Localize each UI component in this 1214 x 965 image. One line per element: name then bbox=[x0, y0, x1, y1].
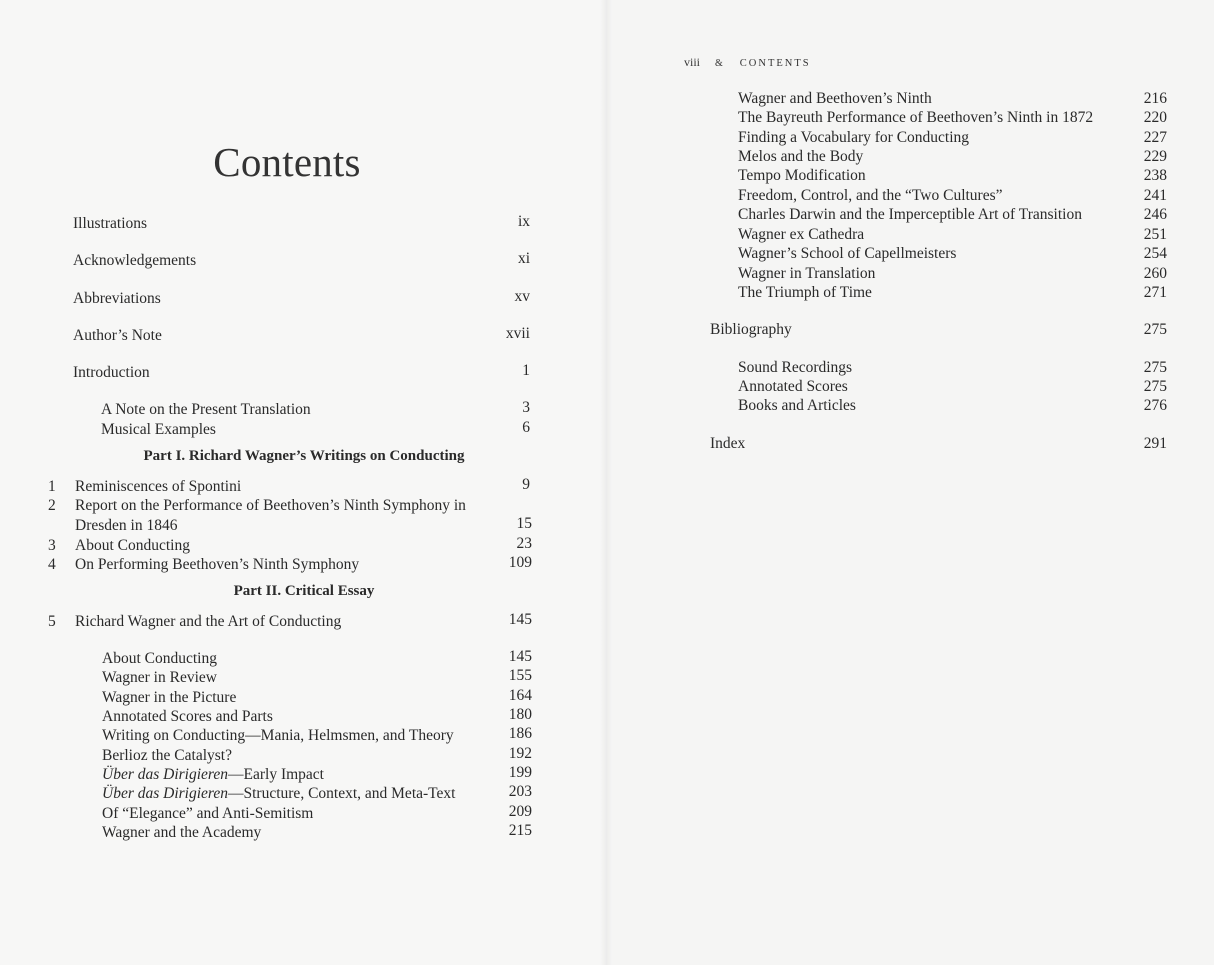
toc-subentry[interactable]: Charles Darwin and the Imperceptible Art of Transition bbox=[738, 206, 1082, 223]
toc-page: 23 bbox=[516, 535, 532, 552]
toc-page: 241 bbox=[1143, 187, 1167, 204]
toc-page: 145 bbox=[508, 648, 532, 665]
toc-subentry[interactable] bbox=[102, 765, 324, 785]
chapter-number: 1 bbox=[48, 478, 56, 495]
toc-page: 227 bbox=[1143, 129, 1167, 146]
toc-subentry[interactable]: Writing on Conducting—Mania, Helmsmen, and Theory bbox=[102, 727, 454, 744]
contents-title: Contents bbox=[213, 139, 361, 185]
toc-entry-abbreviations[interactable]: Abbreviations bbox=[73, 290, 161, 307]
toc-page: 291 bbox=[1143, 435, 1167, 452]
toc-subentry[interactable]: Wagner’s School of Capellmeisters bbox=[738, 245, 957, 262]
running-header bbox=[684, 55, 811, 70]
toc-subentry[interactable]: A Note on the Present Translation bbox=[101, 401, 311, 418]
toc-page: 145 bbox=[508, 611, 532, 628]
toc-subentry[interactable]: Tempo Modification bbox=[738, 167, 866, 184]
toc-entry-authors-note[interactable]: Author’s Note bbox=[73, 327, 162, 344]
toc-subentry[interactable]: Freedom, Control, and the “Two Cultures” bbox=[738, 187, 1003, 204]
toc-subentry[interactable]: Books and Articles bbox=[738, 397, 856, 414]
toc-chapter[interactable]: On Performing Beethoven’s Ninth Symphony bbox=[75, 556, 360, 573]
toc-subentry[interactable]: Annotated Scores and Parts bbox=[102, 708, 273, 725]
toc-page: 192 bbox=[508, 745, 532, 762]
toc-page: 220 bbox=[1143, 109, 1167, 126]
toc-page: 6 bbox=[522, 419, 530, 436]
toc-page: 275 bbox=[1143, 321, 1167, 338]
toc-page: 1 bbox=[522, 362, 530, 379]
toc-subentry[interactable]: Wagner ex Cathedra bbox=[738, 226, 865, 243]
toc-page: 271 bbox=[1143, 284, 1167, 301]
toc-subentry-text: —Structure, Context, and Meta-Text bbox=[228, 785, 456, 802]
toc-page: 275 bbox=[1143, 378, 1167, 395]
toc-subentry[interactable]: Wagner and the Academy bbox=[102, 824, 262, 841]
toc-page: 215 bbox=[508, 822, 532, 839]
toc-subentry-italic: Über das Dirigieren bbox=[102, 785, 228, 802]
toc-subentry[interactable]: Melos and the Body bbox=[738, 148, 864, 165]
page-folio: viii bbox=[684, 55, 701, 69]
toc-page: 209 bbox=[508, 803, 532, 820]
toc-subentry[interactable] bbox=[102, 784, 455, 804]
chapter-number: 3 bbox=[48, 537, 56, 554]
toc-entry-bibliography[interactable]: Bibliography bbox=[710, 321, 792, 338]
toc-page: 246 bbox=[1143, 206, 1167, 223]
toc-subentry-text: —Early Impact bbox=[228, 766, 324, 783]
toc-chapter-continued[interactable]: Dresden in 1846 bbox=[75, 517, 178, 534]
toc-chapter[interactable]: Report on the Performance of Beethoven’s Ninth Symphony in bbox=[75, 497, 466, 514]
toc-page: 238 bbox=[1143, 167, 1167, 184]
toc-page: 229 bbox=[1143, 148, 1167, 165]
toc-page: 155 bbox=[508, 667, 532, 684]
toc-entry-index[interactable]: Index bbox=[710, 435, 746, 452]
toc-page: 199 bbox=[508, 764, 532, 781]
toc-page: 186 bbox=[508, 725, 532, 742]
toc-page: 109 bbox=[508, 554, 532, 571]
toc-entry-illustrations[interactable]: Illustrations bbox=[73, 215, 148, 232]
toc-subentry[interactable]: Of “Elegance” and Anti-Semitism bbox=[102, 805, 314, 822]
toc-page: 180 bbox=[508, 706, 532, 723]
toc-subentry[interactable]: Wagner in the Picture bbox=[102, 689, 237, 706]
toc-page: 254 bbox=[1143, 245, 1167, 262]
toc-subentry[interactable]: Sound Recordings bbox=[738, 359, 853, 376]
toc-subentry[interactable]: About Conducting bbox=[102, 650, 217, 667]
toc-page: 15 bbox=[516, 515, 532, 532]
running-head: CONTENTS bbox=[739, 58, 811, 69]
toc-subentry[interactable]: Wagner in Review bbox=[102, 669, 217, 686]
toc-page: ix bbox=[517, 213, 530, 230]
toc-page: 3 bbox=[522, 399, 530, 416]
toc-subentry[interactable]: Wagner and Beethoven’s Ninth bbox=[738, 90, 932, 107]
toc-subentry[interactable]: Berlioz the Catalyst? bbox=[102, 747, 232, 764]
toc-subentry[interactable]: Finding a Vocabulary for Conducting bbox=[738, 129, 970, 146]
toc-entry-acknowledgements[interactable]: Acknowledgements bbox=[73, 252, 197, 269]
toc-chapter[interactable]: Richard Wagner and the Art of Conducting bbox=[75, 613, 342, 630]
book-gutter bbox=[600, 0, 612, 965]
toc-page: 9 bbox=[522, 476, 530, 493]
chapter-number: 5 bbox=[48, 613, 56, 630]
toc-entry-introduction[interactable]: Introduction bbox=[73, 364, 150, 381]
ornament-icon: & bbox=[715, 58, 723, 69]
toc-page: xi bbox=[517, 250, 530, 267]
toc-page: 275 bbox=[1143, 359, 1167, 376]
toc-page: 260 bbox=[1143, 265, 1167, 282]
toc-chapter[interactable]: Reminiscences of Spontini bbox=[75, 478, 242, 495]
toc-page: 216 bbox=[1143, 90, 1167, 107]
toc-page: 203 bbox=[508, 783, 532, 800]
toc-page: xvii bbox=[505, 325, 530, 342]
chapter-number: 2 bbox=[48, 497, 56, 514]
chapter-number: 4 bbox=[48, 556, 56, 573]
toc-subentry[interactable]: Annotated Scores bbox=[738, 378, 848, 395]
toc-page: 276 bbox=[1143, 397, 1167, 414]
toc-subentry[interactable]: The Triumph of Time bbox=[738, 284, 872, 301]
toc-subentry[interactable]: Wagner in Translation bbox=[738, 265, 876, 282]
toc-subentry-italic: Über das Dirigieren bbox=[102, 766, 228, 783]
toc-page: xv bbox=[514, 288, 530, 305]
toc-page: 251 bbox=[1143, 226, 1167, 243]
toc-subentry[interactable]: The Bayreuth Performance of Beethoven’s Ninth in 1872 bbox=[738, 109, 1094, 126]
part-two-heading: Part II. Critical Essay bbox=[233, 583, 375, 599]
toc-page: 164 bbox=[508, 687, 532, 704]
part-one-heading: Part I. Richard Wagner’s Writings on Conducting bbox=[143, 448, 465, 464]
toc-chapter[interactable]: About Conducting bbox=[75, 537, 190, 554]
toc-subentry[interactable]: Musical Examples bbox=[101, 421, 216, 438]
